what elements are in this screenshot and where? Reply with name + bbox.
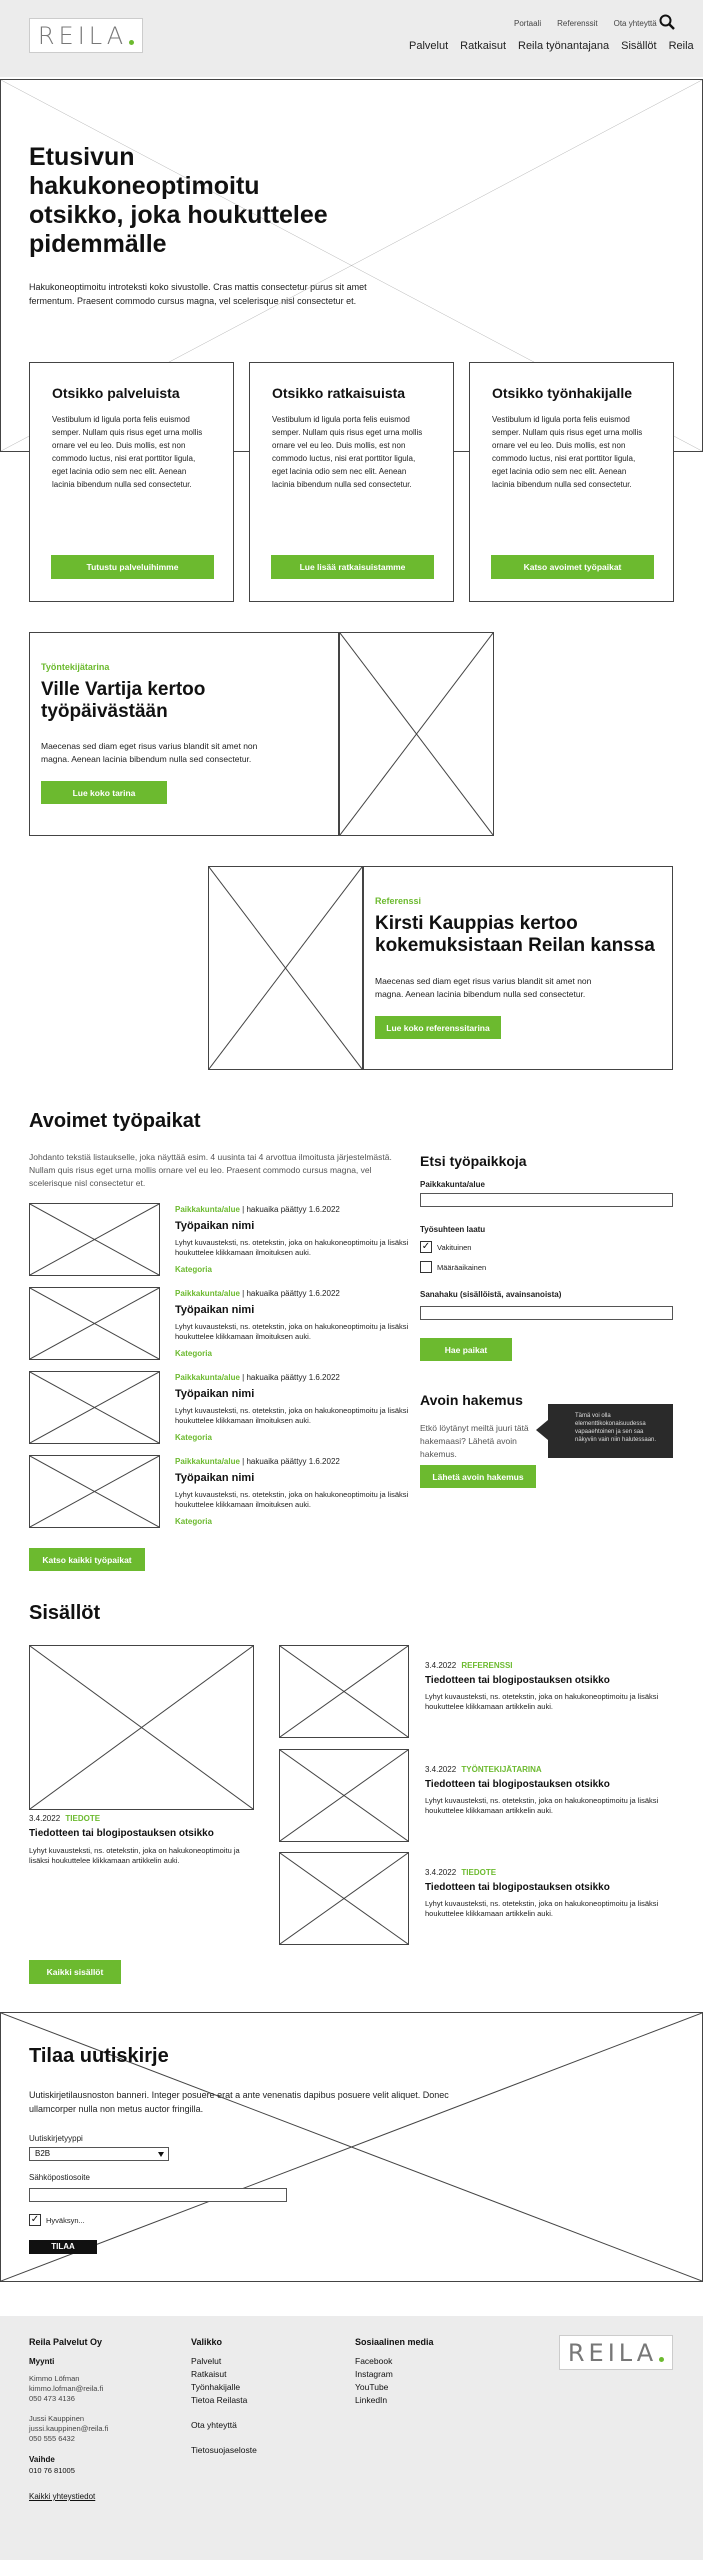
footer-logo-dot bbox=[659, 2357, 664, 2362]
footer-contact-column bbox=[29, 2336, 179, 2503]
content-date: 3.4.2022 bbox=[425, 1868, 457, 1877]
job-desc: Lyhyt kuvausteksti, ns. otetekstin, joka on hakukoneoptimoitu ja lisäksi houkuttelee klikkamaan ilmoituksen auki. bbox=[175, 1238, 409, 1257]
job-category[interactable]: Kategoria bbox=[175, 1265, 212, 1274]
read-story-button[interactable]: Lue koko tarina bbox=[41, 781, 167, 804]
job-title[interactable]: Työpaikan nimi bbox=[175, 1220, 255, 1232]
job-location: Paikkakunta/alue bbox=[175, 1373, 240, 1382]
footer-contact1-phone: 050 473 4136 bbox=[29, 2394, 75, 2403]
newsletter-email-input[interactable] bbox=[29, 2188, 287, 2202]
footer-switch-phone: 010 76 81005 bbox=[29, 2466, 75, 2475]
hero-title: Etusivun hakukoneoptimoitu otsikko, joka houkuttelee pidemmälle bbox=[29, 143, 328, 258]
open-application-text: Etkö löytänyt meiltä juuri tätä hakemaasi? Lähetä avoin hakemus. bbox=[420, 1423, 529, 1459]
permanent-label: Vakituinen bbox=[437, 1243, 472, 1252]
featured-tag: TIEDOTE bbox=[65, 1814, 101, 1823]
job-desc: Lyhyt kuvausteksti, ns. otetekstin, joka on hakukoneoptimoitu ja lisäksi houkuttelee klikkamaan ilmoituksen auki. bbox=[175, 1406, 409, 1425]
newsletter-email-label: Sähköpostiosoite bbox=[29, 2173, 90, 2182]
job-image-placeholder bbox=[29, 1287, 160, 1360]
content-meta bbox=[425, 1661, 513, 1671]
content-tag: TYÖNTEKIJÄTARINA bbox=[461, 1765, 542, 1774]
content-item-desc: Lyhyt kuvausteksti, ns. otetekstin, joka on hakukoneoptimoitu ja lisäksi houkuttelee klikkamaan artikkelin auki. bbox=[425, 1796, 659, 1815]
content-item-desc: Lyhyt kuvausteksti, ns. otetekstin, joka on hakukoneoptimoitu ja lisäksi houkuttelee klikkamaan artikkelin auki. bbox=[425, 1899, 659, 1918]
nav-reila-tyonantajana[interactable]: Reila työnantajana bbox=[518, 40, 610, 52]
top-links bbox=[514, 19, 657, 28]
job-image-placeholder bbox=[29, 1371, 160, 1444]
location-input[interactable] bbox=[420, 1193, 673, 1207]
card-text: Vestibulum id ligula porta felis euismod semper. Nullam quis risus eget urna mollis ornare vel eu leo. Duis mollis, est non commodo luctus, nisi erat porttitor ligula, eget lacinia odio sem nec elit. Aenean lacinia bibendum nulla sed consectetur. bbox=[52, 415, 203, 489]
nav-ratkaisut[interactable]: Ratkaisut bbox=[460, 40, 506, 52]
content-date: 3.4.2022 bbox=[425, 1661, 457, 1670]
content-tag: REFERENSSI bbox=[461, 1661, 513, 1670]
content-meta bbox=[425, 1868, 496, 1878]
solutions-button[interactable]: Lue lisää ratkaisuistamme bbox=[271, 555, 434, 579]
content-tag: TIEDOTE bbox=[461, 1868, 497, 1877]
content-title: Sisällöt bbox=[29, 1602, 101, 1624]
card-text: Vestibulum id ligula porta felis euismod semper. Nullam quis risus eget urna mollis ornare vel eu leo. Duis mollis, est non commodo luctus, nisi erat porttitor ligula, eget lacinia odio sem nec elit. Aenean lacinia bibendum nulla sed consectetur. bbox=[492, 415, 643, 489]
footer-all-contacts-link[interactable]: Kaikki yhteystiedot bbox=[29, 2492, 96, 2501]
consent-label: Hyväksyn... bbox=[46, 2216, 85, 2225]
tooltip-arrow bbox=[536, 1420, 548, 1440]
subscribe-button[interactable]: TILAA bbox=[29, 2240, 97, 2254]
footer-menu-tietoa-reilasta[interactable]: Tietoa Reilasta bbox=[191, 2395, 248, 2405]
footer-menu-tyonhakijalle[interactable]: Työnhakijalle bbox=[191, 2382, 241, 2392]
footer-social-facebook[interactable]: Facebook bbox=[355, 2356, 393, 2366]
content-item-title[interactable]: Tiedotteen tai blogipostauksen otsikko bbox=[425, 1675, 610, 1686]
chevron-down-icon bbox=[158, 2152, 164, 2157]
featured-title[interactable]: Tiedotteen tai blogipostauksen otsikko bbox=[29, 1828, 214, 1839]
services-button[interactable]: Tutustu palveluihimme bbox=[51, 555, 214, 579]
featured-image-placeholder bbox=[29, 1645, 254, 1810]
story-tag: Työntekijätarina bbox=[41, 662, 110, 672]
story-image-placeholder bbox=[339, 632, 494, 836]
card-title: Otsikko palveluista bbox=[52, 385, 180, 401]
job-meta bbox=[175, 1373, 340, 1383]
keyword-label: Sanahaku (sisällöistä, avainsanoista) bbox=[420, 1290, 562, 1299]
footer-menu-ratkaisut[interactable]: Ratkaisut bbox=[191, 2369, 227, 2379]
job-location: Paikkakunta/alue bbox=[175, 1205, 240, 1214]
featured-date: 3.4.2022 bbox=[29, 1814, 61, 1823]
footer-menu-privacy[interactable]: Tietosuojaseloste bbox=[191, 2445, 257, 2455]
job-location: Paikkakunta/alue bbox=[175, 1289, 240, 1298]
jobs-intro: Johdanto tekstiä listaukselle, joka näyttää esim. 4 uusinta tai 4 arvottua ilmoitusta järjestelmästä. Nullam quis risus eget urna mollis ornare vel eu leo. Praesent commodo cursus magna, vel scelerisque nisl consectetur et. bbox=[29, 1152, 392, 1188]
story-title: Ville Vartija kertoo työpäivästään bbox=[41, 679, 206, 722]
main-nav bbox=[409, 40, 694, 52]
card-title: Otsikko ratkaisuista bbox=[272, 385, 406, 401]
top-link-referenssit[interactable]: Referenssit bbox=[557, 19, 598, 28]
job-meta bbox=[175, 1289, 340, 1299]
footer-social-column bbox=[355, 2336, 495, 2407]
job-meta bbox=[175, 1457, 340, 1467]
footer-contact2-phone: 050 555 6432 bbox=[29, 2434, 75, 2443]
footer-logo-text: REILA bbox=[567, 2338, 658, 2367]
reference-title: Kirsti Kauppias kertoo kokemuksistaan Reilan kanssa bbox=[375, 913, 655, 956]
footer-menu-title: Valikko bbox=[191, 2337, 223, 2347]
reference-tag: Referenssi bbox=[375, 896, 422, 906]
newsletter-title: Tilaa uutiskirje bbox=[29, 2045, 169, 2067]
job-deadline: | hakuaika päättyy 1.6.2022 bbox=[239, 1289, 340, 1298]
job-image-placeholder bbox=[29, 1455, 160, 1528]
content-item-title[interactable]: Tiedotteen tai blogipostauksen otsikko bbox=[425, 1882, 610, 1893]
footer-contact2-email[interactable]: jussi.kauppinen@reila.fi bbox=[29, 2424, 109, 2433]
nav-reila[interactable]: Reila bbox=[668, 40, 694, 52]
content-meta bbox=[425, 1765, 542, 1775]
logo-dot bbox=[129, 40, 134, 45]
job-deadline: | hakuaika päättyy 1.6.2022 bbox=[239, 1373, 340, 1382]
job-category[interactable]: Kategoria bbox=[175, 1433, 212, 1442]
search-icon[interactable] bbox=[659, 14, 675, 30]
footer-social-linkedin[interactable]: LinkedIn bbox=[355, 2395, 388, 2405]
fixed-term-checkbox[interactable] bbox=[420, 1261, 432, 1273]
content-image-placeholder bbox=[279, 1852, 409, 1945]
job-desc: Lyhyt kuvausteksti, ns. otetekstin, joka on hakukoneoptimoitu ja lisäksi houkuttelee klikkamaan ilmoituksen auki. bbox=[175, 1322, 409, 1341]
nav-palvelut[interactable]: Palvelut bbox=[409, 40, 449, 52]
fixed-term-label: Määräaikainen bbox=[437, 1263, 487, 1272]
featured-meta bbox=[29, 1814, 100, 1824]
keyword-input[interactable] bbox=[420, 1306, 673, 1320]
content-image-placeholder bbox=[279, 1749, 409, 1842]
tooltip bbox=[548, 1404, 673, 1458]
content-item-desc: Lyhyt kuvausteksti, ns. otetekstin, joka on hakukoneoptimoitu ja lisäksi houkuttelee klikkamaan artikkelin auki. bbox=[425, 1692, 659, 1711]
all-jobs-button[interactable]: Katso kaikki työpaikat bbox=[29, 1548, 145, 1571]
footer-social-youtube[interactable]: YouTube bbox=[355, 2382, 389, 2392]
read-reference-button[interactable]: Lue koko referenssitarina bbox=[375, 1016, 501, 1039]
logo[interactable] bbox=[29, 18, 143, 53]
logo-text: REILA bbox=[37, 21, 128, 50]
job-category[interactable]: Kategoria bbox=[175, 1349, 212, 1358]
footer-switch-label: Vaihde bbox=[29, 2455, 55, 2464]
newsletter-text: Uutiskirjetilausnoston banneri. Integer posuere erat a ante venenatis dapibus posuere velit aliquet. Donec ullamcorper nulla non metus auctor fringilla. bbox=[29, 2090, 449, 2114]
featured-desc: Lyhyt kuvausteksti, ns. otetekstin, joka on hakukoneoptimoitu ja lisäksi houkuttelee klikkamaan artikkelin auki. bbox=[29, 1846, 240, 1865]
job-desc: Lyhyt kuvausteksti, ns. otetekstin, joka on hakukoneoptimoitu ja lisäksi houkuttelee klikkamaan ilmoituksen auki. bbox=[175, 1490, 409, 1509]
job-title[interactable]: Työpaikan nimi bbox=[175, 1472, 255, 1484]
footer-contact2-name: Jussi Kauppinen bbox=[29, 2414, 85, 2423]
open-application-button[interactable]: Lähetä avoin hakemus bbox=[420, 1465, 536, 1488]
top-link-portaali[interactable]: Portaali bbox=[514, 19, 542, 28]
consent-checkbox[interactable]: ✓ bbox=[30, 2214, 40, 2225]
job-title[interactable]: Työpaikan nimi bbox=[175, 1388, 255, 1400]
job-location: Paikkakunta/alue bbox=[175, 1457, 240, 1466]
permanent-checkbox[interactable]: ✓ bbox=[421, 1241, 431, 1252]
content-date: 3.4.2022 bbox=[425, 1765, 457, 1774]
reference-image-placeholder bbox=[208, 866, 363, 1070]
footer-menu-contact[interactable]: Ota yhteyttä bbox=[191, 2420, 237, 2430]
newsletter-type-select[interactable] bbox=[29, 2147, 169, 2161]
footer-menu-palvelut[interactable]: Palvelut bbox=[191, 2356, 222, 2366]
footer-contact1-name: Kimmo Löfman bbox=[29, 2374, 80, 2383]
open-jobs-button[interactable]: Katso avoimet työpaikat bbox=[491, 555, 654, 579]
footer-social-title: Sosiaalinen media bbox=[355, 2337, 434, 2347]
nav-sisallot[interactable]: Sisällöt bbox=[621, 40, 657, 52]
content-item-title[interactable]: Tiedotteen tai blogipostauksen otsikko bbox=[425, 1779, 610, 1790]
job-category[interactable]: Kategoria bbox=[175, 1517, 212, 1526]
job-deadline: | hakuaika päättyy 1.6.2022 bbox=[239, 1205, 340, 1214]
job-deadline: | hakuaika päättyy 1.6.2022 bbox=[239, 1457, 340, 1466]
all-content-button[interactable]: Kaikki sisällöt bbox=[29, 1960, 121, 1984]
search-jobs-button[interactable]: Hae paikat bbox=[420, 1338, 512, 1361]
top-link-ota-yhteytta[interactable]: Ota yhteyttä bbox=[613, 19, 657, 28]
footer-logo[interactable] bbox=[559, 2335, 673, 2370]
footer-sales-label: Myynti bbox=[29, 2357, 55, 2366]
hero-intro: Hakukoneoptimoitu introteksti koko sivustolle. Cras mattis consectetur purus sit amet fermentum. Praesent commodo cursus magna, vel scelerisque nisl consectetur et. bbox=[29, 282, 367, 306]
content-image-placeholder bbox=[279, 1645, 409, 1738]
search-title: Etsi työpaikkoja bbox=[420, 1153, 527, 1169]
job-title[interactable]: Työpaikan nimi bbox=[175, 1304, 255, 1316]
location-label: Paikkakunta/alue bbox=[420, 1180, 485, 1189]
open-application-title: Avoin hakemus bbox=[420, 1392, 523, 1408]
card-text: Vestibulum id ligula porta felis euismod semper. Nullam quis risus eget urna mollis ornare vel eu leo. Duis mollis, est non commodo luctus, nisi erat porttitor ligula, eget lacinia odio sem nec elit. Aenean lacinia bibendum nulla sed consectetur. bbox=[272, 415, 423, 489]
footer-social-instagram[interactable]: Instagram bbox=[355, 2369, 393, 2379]
jobs-title: Avoimet työpaikat bbox=[29, 1110, 201, 1132]
reference-text: Maecenas sed diam eget risus varius blandit sit amet non magna. Aenean lacinia bibendum nulla sed consectetur. bbox=[375, 976, 592, 999]
story-text: Maecenas sed diam eget risus varius blandit sit amet non magna. Aenean lacinia bibendum nulla sed consectetur. bbox=[41, 741, 258, 764]
footer-contact1-email[interactable]: kimmo.lofman@reila.fi bbox=[29, 2384, 104, 2393]
job-image-placeholder bbox=[29, 1203, 160, 1276]
footer-menu-column bbox=[191, 2336, 331, 2457]
job-meta bbox=[175, 1205, 340, 1215]
newsletter-type-value: B2B bbox=[35, 2149, 51, 2158]
card-title: Otsikko työnhakijalle bbox=[492, 385, 633, 401]
tooltip-text: Tämä voi olla elementtikokonaisuudessa vapaaehtoinen ja sen saa näkyviin vain niin halutessaan. bbox=[575, 1413, 657, 1443]
type-label: Työsuhteen laatu bbox=[420, 1225, 486, 1234]
footer-company: Reila Palvelut Oy bbox=[29, 2337, 103, 2347]
newsletter-type-label: Uutiskirjetyyppi bbox=[29, 2134, 83, 2143]
